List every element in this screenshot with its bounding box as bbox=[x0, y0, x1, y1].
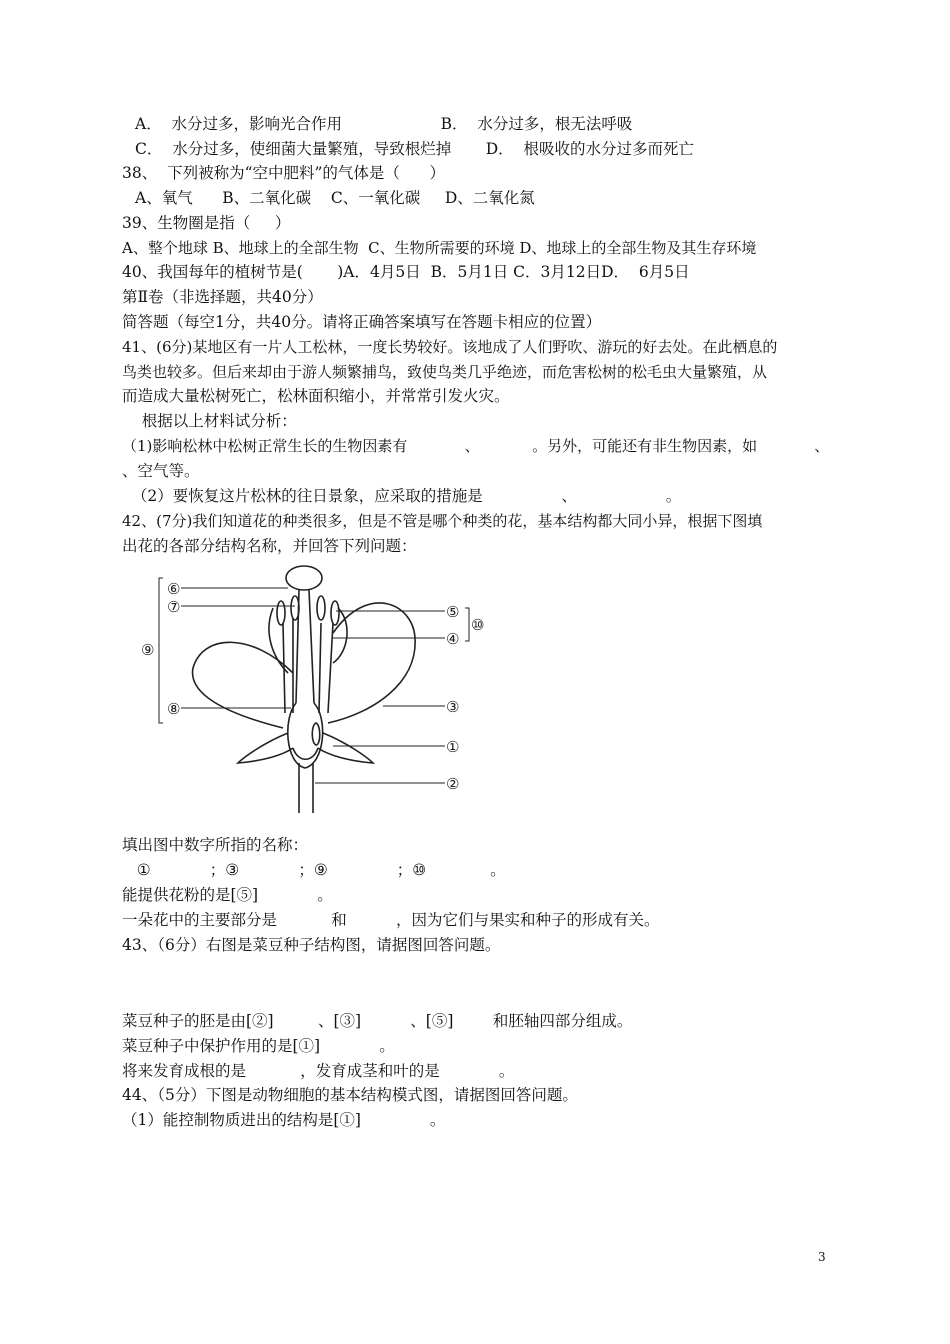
short-answer-instruction: 简答题（每空1分，共40分。请将正确答案填写在答题卡相应的位置） bbox=[122, 313, 602, 331]
label-2: ② bbox=[446, 775, 460, 793]
q39-options: A、整个地球 B、地球上的全部生物 C、生物所需要的环境 D、地球上的全部生物及其生存环境 bbox=[122, 239, 757, 257]
q39-stem: 39、生物圈是指（ ） bbox=[122, 214, 291, 232]
stigma-shape bbox=[286, 566, 322, 590]
q44-stem: 44、（5分）下图是动物细胞的基本结构模式图，请据图回答问题。 bbox=[122, 1086, 578, 1104]
q37-options-cd: C． 水分过多，使细菌大量繁殖，导致根烂掉 D． 根吸收的水分过多而死亡 bbox=[135, 140, 694, 158]
q41-line-2: 鸟类也较多。但后来却由于游人频繁捕鸟，致使鸟类几乎绝迹，而危害松树的松毛虫大量繁殖，从 bbox=[122, 363, 768, 381]
q41-part-1-cont: 、空气等。 bbox=[122, 462, 200, 480]
label-3: ③ bbox=[446, 698, 460, 716]
q43-stem: 43、（6分）右图是菜豆种子结构图，请据图回答问题。 bbox=[122, 936, 501, 954]
label-10: ⑩ bbox=[471, 616, 485, 634]
q38-stem: 38、 下列被称为“空中肥料”的气体是（ ） bbox=[122, 164, 445, 182]
label-7: ⑦ bbox=[167, 598, 181, 616]
q42-fill-instruction: 填出图中数字所指的名称： bbox=[122, 836, 309, 854]
q42-line-2: 出花的各部分结构名称，并回答下列问题： bbox=[122, 537, 417, 555]
q41-line-1: 41、(6分)某地区有一片人工松林，一度长势较好。该地成了人们野吹、游玩的好去处。在此栖息的 bbox=[122, 338, 778, 356]
q43-development-question: 将来发育成根的是 ，发育成茎和叶的是 。 bbox=[122, 1062, 515, 1080]
q41-part-1: （1)影响松林中松树正常生长的生物因素有 、 。另外，可能还有非生物因素，如 、 bbox=[122, 437, 830, 455]
q43-protection-question: 菜豆种子中保护作用的是[①] 。 bbox=[122, 1037, 395, 1055]
label-9: ⑨ bbox=[141, 641, 155, 659]
q43-embryo-question: 菜豆种子的胚是由[②] 、[③] 、[⑤] 和胚轴四部分组成。 bbox=[122, 1012, 633, 1030]
q42-main-parts-question: 一朵花中的主要部分是 和 ，因为它们与果实和种子的形成有关。 bbox=[122, 911, 660, 929]
label-6: ⑥ bbox=[167, 580, 181, 598]
flower-structure-diagram bbox=[133, 563, 495, 815]
q41-part-2: （2）要恢复这片松林的往日景象，应采取的措施是 、 。 bbox=[122, 487, 682, 505]
section-2-title: 第Ⅱ卷（非选择题，共40分） bbox=[122, 288, 323, 306]
label-8: ⑧ bbox=[167, 700, 181, 718]
q41-line-3: 而造成大量松树死亡，松林面积缩小，并常常引发火灾。 bbox=[122, 387, 510, 405]
q38-options: A、氧气 B、二氧化碳 C、一氧化碳 D、二氧化氮 bbox=[135, 189, 535, 207]
q42-pollen-question: 能提供花粉的是[⑤] 。 bbox=[122, 886, 333, 904]
page-number: 3 bbox=[818, 1250, 826, 1264]
q40-stem: 40、我国每年的植树节是( )A．4月5日 B．5月1日 C．3月12日D． 6月5日 bbox=[122, 263, 690, 281]
label-5: ⑤ bbox=[446, 603, 460, 621]
q42-fill-blanks: ① ；③ ；⑨ ；⑩ 。 bbox=[122, 861, 506, 879]
label-1: ① bbox=[446, 738, 460, 756]
label-4: ④ bbox=[446, 630, 460, 648]
q42-line-1: 42、(7分)我们知道花的种类很多，但是不管是哪个种类的花，基本结构都大同小异，根据下图填 bbox=[122, 512, 763, 530]
q37-options-ab: A． 水分过多，影响光合作用 B． 水分过多，根无法呼吸 bbox=[135, 115, 633, 133]
q44-part-1: （1）能控制物质进出的结构是[①] 。 bbox=[122, 1111, 446, 1129]
q41-analysis: 根据以上材料试分析： bbox=[122, 412, 297, 430]
